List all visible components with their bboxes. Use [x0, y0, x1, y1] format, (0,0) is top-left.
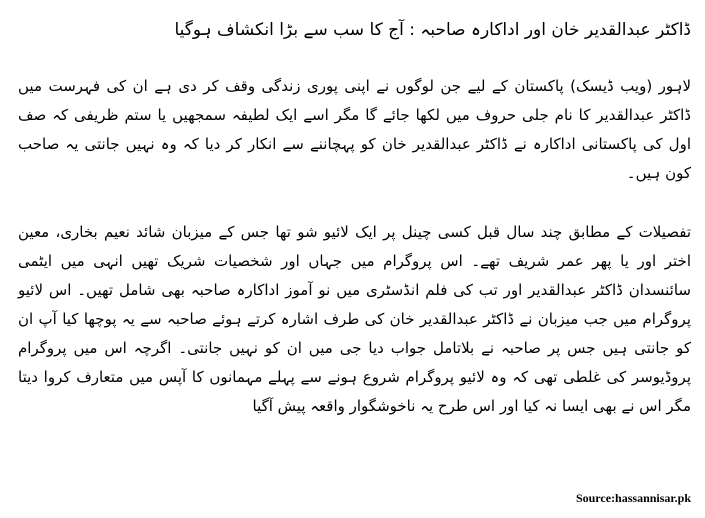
article-title: ڈاکٹر عبدالقدیر خان اور اداکارہ صاحبہ : آج کا سب سے بڑا انکشاف ہوگیا [174, 20, 691, 40]
paragraph-details: تفصیلات کے مطابق چند سال قبل کسی چینل پر ایک لائیو شو تھا جس کے میزبان شائد نعیم بخاری، معین اختر اور یا پھر عمر شریف تھے۔ اس پروگرام میں جہاں اور شخصیات شریک تھیں انہی میں ایٹمی سائنسدان ڈاکٹر عبدالقدیر اور تب کی فلم انڈسٹری میں نو آموز اداکارہ صاحبہ بھی شامل تھیں۔ اس لائیو پروگرام میں جب میزبان نے ڈاکٹر عبدالقدیر خان کی طرف اشارہ کرتے ہوئے صاحبہ سے یہ پوچھا کیا آپ ان کو جانتی ہیں جس پر صاحبہ نے بلاتامل جواب دیا جی میں ان کو نہیں جانتی۔ اگرچہ اس میں پروگرام پروڈیوسر کی غلطی تھی کہ وہ لائیو پروگرام شروع ہونے سے پہلے مہمانوں کا آپس میں متعارف کروا دیتا مگر اس نے بھی ایسا نہ کیا اور اس طرح یہ ناخوشگوار واقعہ پیش آگیا [18, 223, 691, 415]
source-credit: Source:hassannisar.pk [575, 491, 691, 505]
paragraph-intro: لاہور (ویب ڈیسک) پاکستان کے لیے جن لوگوں نے اپنی پوری زندگی وقف کر دی ہے ان کی فہرست میں ڈاکٹر عبدالقدیر کا نام جلی حروف میں لکھا جائے گا مگر اسے ایک لطیفہ سمجھیں یا ستم ظریفی کہ صف اول کی پاکستانی اداکارہ نے ڈاکٹر عبدالقدیر خان کو پہچاننے سے انکار کر دیا کہ وہ نہیں جانتی یہ صاحب کون ہیں۔ [18, 77, 691, 182]
